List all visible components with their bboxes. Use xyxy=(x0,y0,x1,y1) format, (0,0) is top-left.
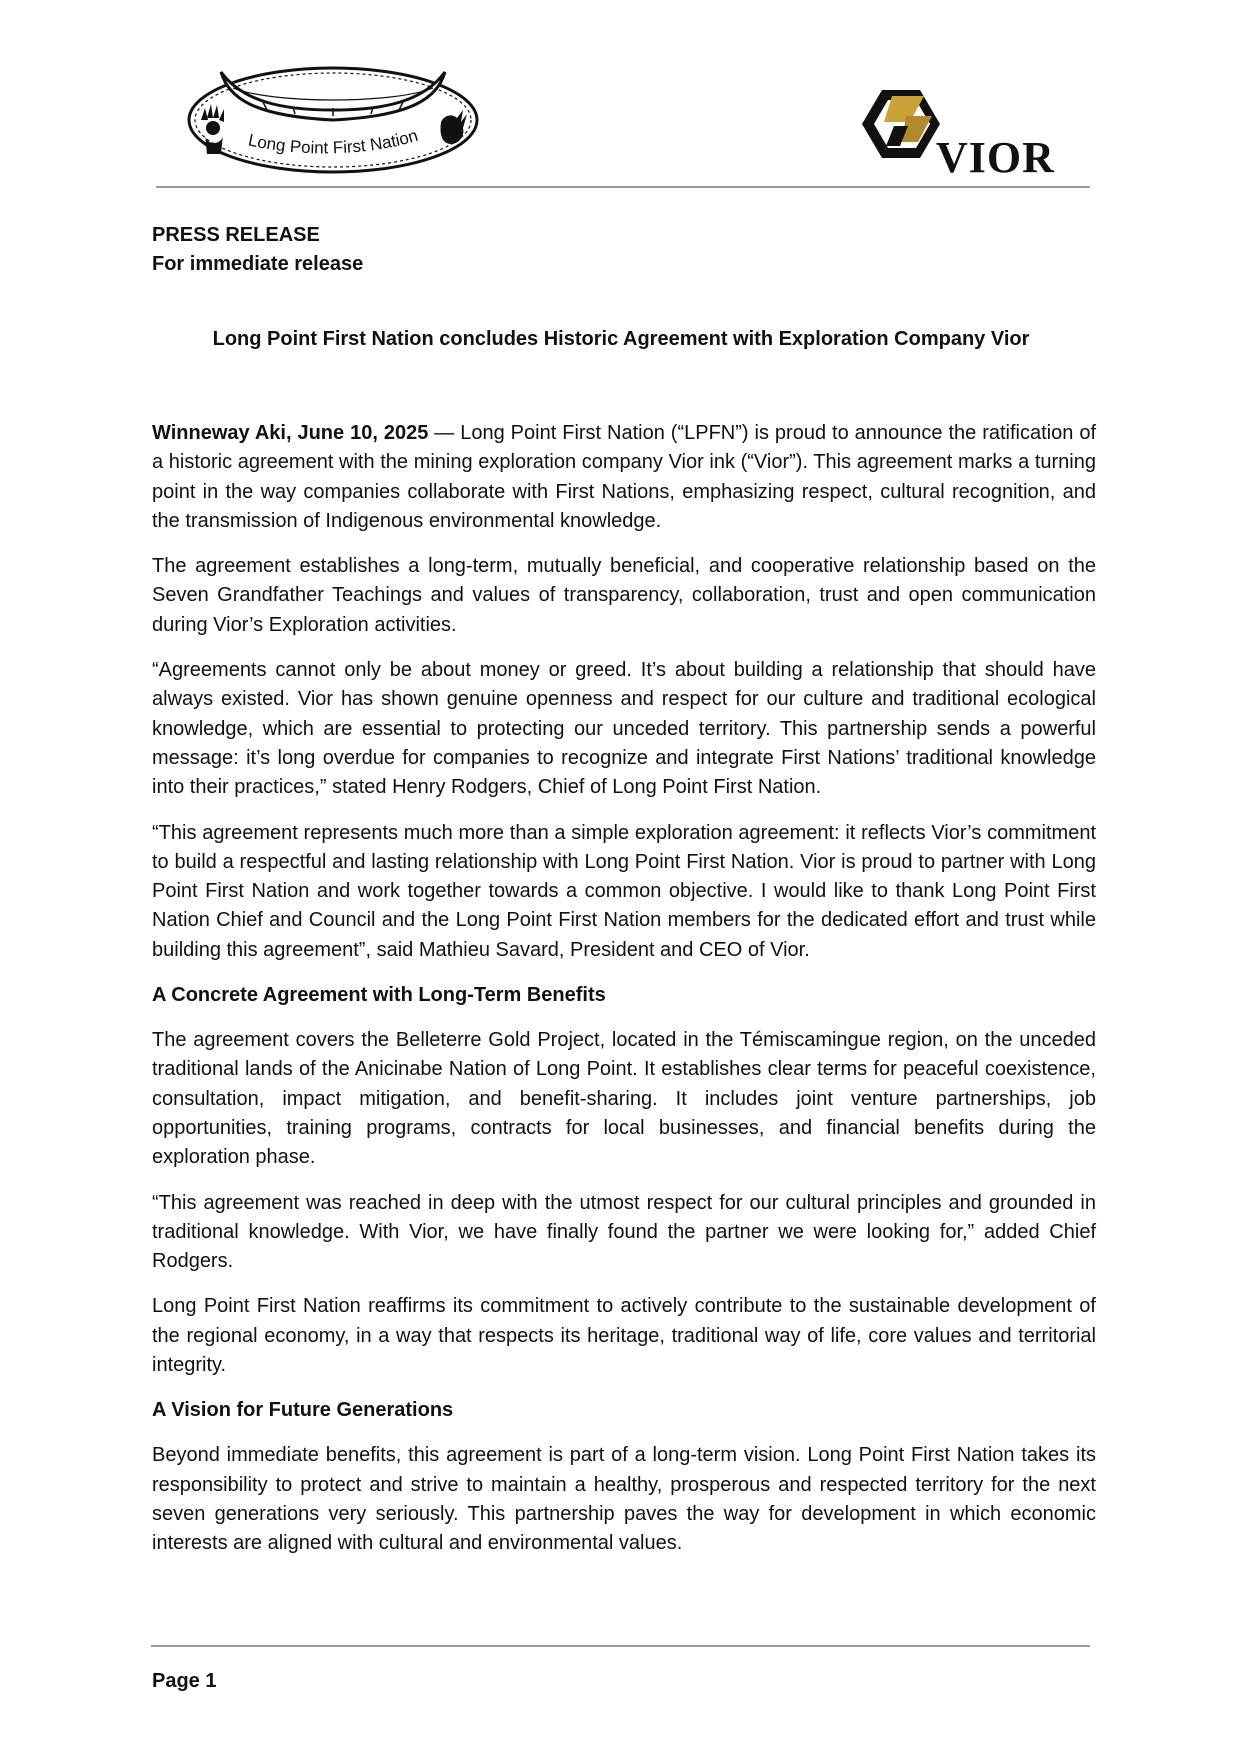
lpfn-logo-text: Long Point First Nation xyxy=(246,125,421,158)
vior-wordmark: VIOR xyxy=(936,133,1055,182)
paragraph: “This agreement was reached in deep with the utmost respect for our cultural principles and grounded in traditional knowledge. With Vior, we have finally found the partner we were looking for,” added Chief Rodgers. xyxy=(152,1191,1096,1273)
page-number: Page 1 xyxy=(152,1670,217,1692)
paragraph: Beyond immediate benefits, this agreement is part of a long-term vision. Long Point First Nation takes its responsibility to protect and strive to maintain a healthy, prosperous and respected territory for the next seven generations very seriously. This partnership paves the way for development in which economic interests are aligned with cultural and environmental values. xyxy=(152,1444,1096,1555)
section-heading: A Vision for Future Generations xyxy=(152,1399,454,1422)
paragraph xyxy=(152,419,1096,536)
vior-logo xyxy=(858,86,1058,182)
immediate-release-label: For immediate release xyxy=(152,253,364,275)
article-body xyxy=(152,419,1096,1575)
paragraph: Long Point First Nation reaffirms its commitment to actively contribute to the sustainable development of the regional economy, in a way that respects its heritage, traditional way of life, core values and territorial integrity. xyxy=(152,1295,1096,1377)
footer-rule xyxy=(151,1645,1090,1647)
press-release-label: PRESS RELEASE xyxy=(152,224,320,246)
paragraph: The agreement establishes a long-term, mutually beneficial, and cooperative relationship based on the Seven Grandfather Teachings and values of transparency, collaboration, trust and open communication during Vior’s Exploration activities. xyxy=(152,555,1096,636)
paragraph: “This agreement represents much more than a simple exploration agreement: it reflects Vior’s commitment to build a respectful and lasting relationship with Long Point First Nation. Vior is proud to partner with Long Point First Nation and work together towards a common objective. I would like to thank Long Point First Nation Chief and Council and the Long Point First Nation members for the dedicated effort and trust while building this agreement”, said Mathieu Savard, President and CEO of Vior. xyxy=(152,821,1096,961)
paragraph-text: — Long Point First Nation (“LPFN”) is proud to announce the ratification of a historic agreement with the mining exploration company Vior ink (“Vior”). This agreement marks a turning point in the way companies collaborate with First Nations, emphasizing respect, cultural recognition, and the transmission of Indigenous environmental knowledge. xyxy=(152,422,1096,532)
canoe-emblem-icon xyxy=(183,58,483,178)
svg-text:Long Point First Nation xyxy=(247,126,421,158)
section-heading: A Concrete Agreement with Long-Term Benefits xyxy=(152,984,606,1007)
paragraph: The agreement covers the Belleterre Gold Project, located in the Témiscamingue region, on the unceded traditional lands of the Anicinabe Nation of Long Point. It establishes clear terms for peaceful coexistence, consultation, impact mitigation, and benefit-sharing. It includes joint venture partnerships, job opportunities, training programs, contracts for local businesses, and financial benefits during the exploration phase. xyxy=(152,1029,1096,1169)
dateline: Winneway Aki, June 10, 2025 xyxy=(152,422,429,444)
paragraph: “Agreements cannot only be about money or greed. It’s about building a relationship that should have always existed. Vior has shown genuine openness and respect for our culture and traditional ecological knowledge, which are essential to protecting our unceded territory. This partnership sends a powerful message: it’s long overdue for companies to recognize and integrate First Nations’ traditional knowledge into their practices,” stated Henry Rodgers, Chief of Long Point First Nation. xyxy=(152,659,1096,799)
headline: Long Point First Nation concludes Historic Agreement with Exploration Company Vior xyxy=(212,328,1030,350)
header-rule xyxy=(156,186,1090,188)
